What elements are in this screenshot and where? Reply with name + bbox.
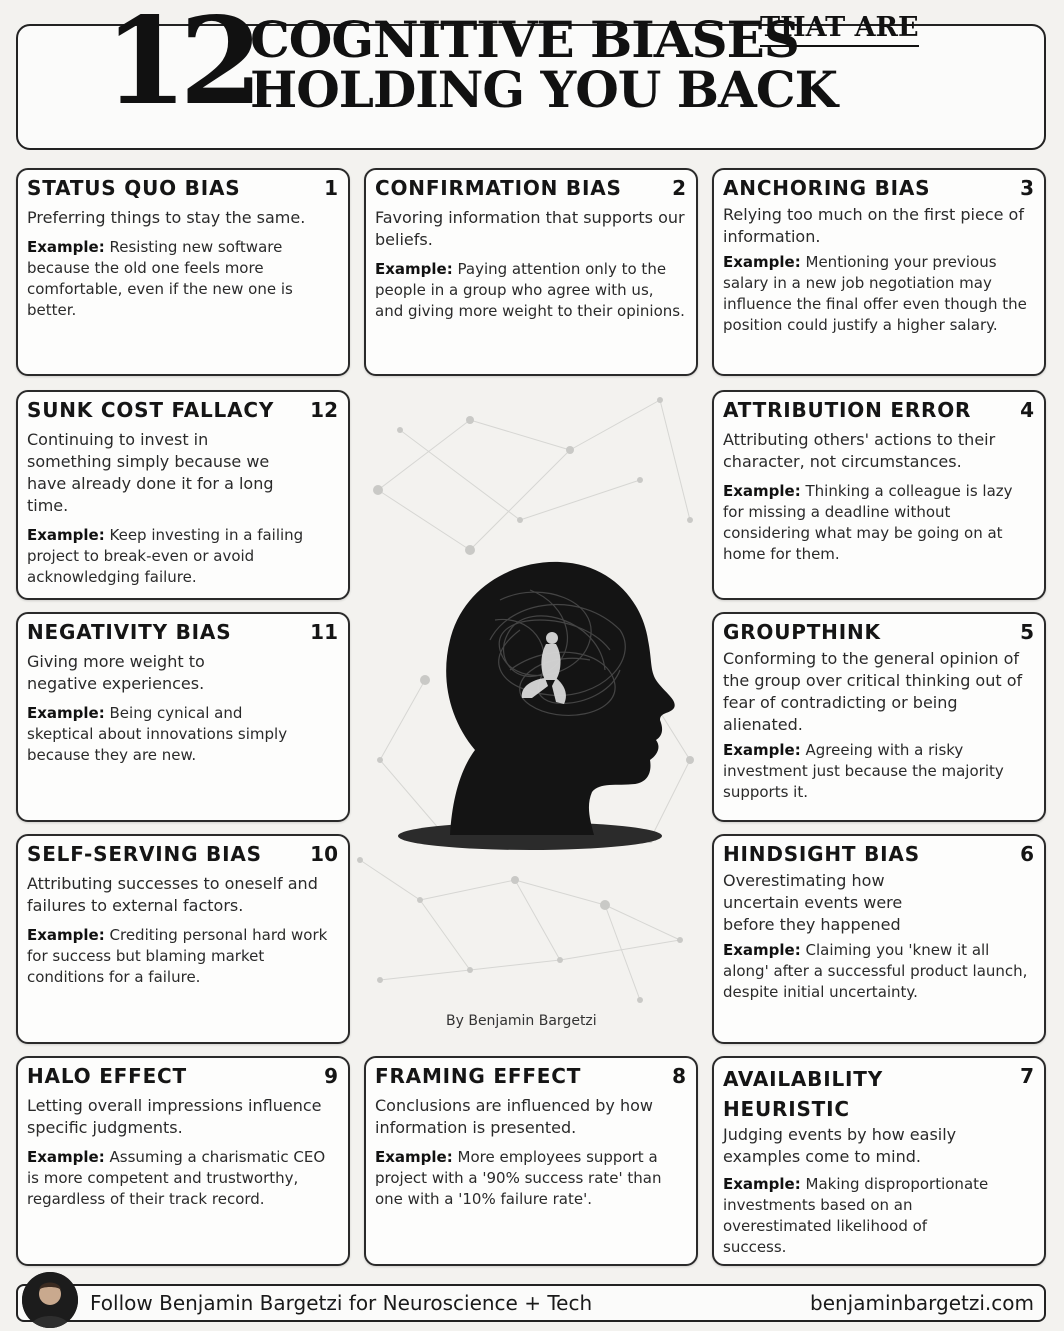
title-that-are: THAT ARE <box>760 12 919 47</box>
example-text: Mentioning your previous salary in a new job negotiation may influence the final offer even though the position could justify a higher salary. <box>723 253 1027 334</box>
example-label: Example: <box>27 1148 105 1166</box>
card-example <box>27 1147 338 1210</box>
card-example <box>723 1174 1034 1258</box>
card-title: STATUS QUO BIAS <box>27 176 241 200</box>
bias-card-halo-effect <box>16 1056 350 1266</box>
example-label: Example: <box>375 260 453 278</box>
card-description: Attributing successes to oneself and failures to external factors. <box>27 874 318 915</box>
example-text: Thinking a colleague is lazy for missing a deadline without considering what may be going on at home for them. <box>723 482 1013 563</box>
example-text: Paying attention only to the people in a group who agree with us, and giving more weight to their opinions. <box>375 260 685 320</box>
bias-card-hindsight <box>712 834 1046 1044</box>
card-description: Favoring information that supports our beliefs. <box>375 208 685 249</box>
title-line-2: HOLDING YOU BACK <box>250 60 838 119</box>
example-label: Example: <box>27 926 105 944</box>
card-number: 12 <box>310 398 338 422</box>
example-label: Example: <box>27 526 105 544</box>
card-number: 5 <box>1020 620 1034 644</box>
example-text: Crediting personal hard work for success but blaming market conditions for a failure. <box>27 926 328 986</box>
head-silhouette-illustration <box>380 520 680 860</box>
card-title: HINDSIGHT BIAS <box>723 842 920 866</box>
card-example <box>27 237 338 321</box>
card-example <box>27 703 338 766</box>
example-text: Assuming a charismatic CEO is more competent and trustworthy, regardless of their track record. <box>27 1148 326 1208</box>
bias-card-status-quo <box>16 168 350 376</box>
bias-card-attribution-error <box>712 390 1046 600</box>
card-description: Letting overall impressions influence specific judgments. <box>27 1096 322 1137</box>
bias-card-sunk-cost <box>16 390 350 600</box>
card-number: 4 <box>1020 398 1034 422</box>
card-number: 6 <box>1020 842 1034 866</box>
title-line-1: COGNITIVE BIASES <box>250 10 799 69</box>
card-example <box>375 259 686 322</box>
author-byline: By Benjamin Bargetzi <box>446 1013 597 1029</box>
bias-card-self-serving <box>16 834 350 1044</box>
bias-card-anchoring <box>712 168 1046 376</box>
card-title: ANCHORING BIAS <box>723 176 931 200</box>
card-title: CONFIRMATION BIAS <box>375 176 622 200</box>
example-text: Agreeing with a risky investment just because the majority supports it. <box>723 741 1004 801</box>
bias-card-groupthink <box>712 612 1046 822</box>
bias-card-availability-heuristic <box>712 1056 1046 1266</box>
example-text: Making disproportionate investments based on an overestimated likelihood of success. <box>723 1175 989 1256</box>
example-label: Example: <box>27 704 105 722</box>
card-title: FRAMING EFFECT <box>375 1064 582 1088</box>
card-example <box>375 1147 686 1210</box>
card-title: SUNK COST FALLACY <box>27 398 275 422</box>
card-description: Preferring things to stay the same. <box>27 208 306 227</box>
example-label: Example: <box>723 482 801 500</box>
card-number: 8 <box>672 1064 686 1088</box>
card-description: Conforming to the general opinion of the group over critical thinking out of fear of contradicting or being alienated. <box>723 649 1023 734</box>
card-description: Continuing to invest in something simply because we have already done it for a long time. <box>27 430 274 515</box>
example-text: Keep investing in a failing project to break-even or avoid acknowledging failure. <box>27 526 304 586</box>
example-label: Example: <box>723 1175 801 1193</box>
card-example <box>27 525 338 588</box>
card-title: SELF-SERVING BIAS <box>27 842 262 866</box>
avatar <box>22 1272 78 1328</box>
person-portrait-icon <box>22 1272 78 1328</box>
card-title: AVAILABILITY HEURISTIC <box>723 1067 883 1121</box>
card-example <box>723 740 1034 803</box>
card-title: HALO EFFECT <box>27 1064 187 1088</box>
card-number: 7 <box>1020 1064 1034 1088</box>
example-label: Example: <box>375 1148 453 1166</box>
bias-card-negativity <box>16 612 350 822</box>
title-number: 12 <box>104 0 255 132</box>
card-description: Relying too much on the first piece of information. <box>723 205 1024 246</box>
card-number: 10 <box>310 842 338 866</box>
follow-text: Follow Benjamin Bargetzi for Neuroscience + Tech <box>90 1291 593 1315</box>
card-number: 3 <box>1020 176 1034 200</box>
example-label: Example: <box>723 941 801 959</box>
website-link[interactable]: benjaminbargetzi.com <box>810 1291 1034 1315</box>
card-example <box>27 925 338 988</box>
card-title: NEGATIVITY BIAS <box>27 620 232 644</box>
bias-card-confirmation <box>364 168 698 376</box>
card-description: Judging events by how easily examples come to mind. <box>723 1125 957 1166</box>
card-description: Attributing others' actions to their character, not circumstances. <box>723 430 996 471</box>
example-text: Being cynical and skeptical about innovations simply because they are new. <box>27 704 288 764</box>
example-text: Resisting new software because the old one feels more comfortable, even if the new one is better. <box>27 238 293 319</box>
card-number: 1 <box>324 176 338 200</box>
bias-card-framing-effect <box>364 1056 698 1266</box>
card-description: Overestimating how uncertain events were before they happened <box>723 871 903 934</box>
example-text: More employees support a project with a '90% success rate' than one with a '10% failure rate'. <box>375 1148 662 1208</box>
example-label: Example: <box>723 741 801 759</box>
card-description: Giving more weight to negative experiences. <box>27 652 205 693</box>
card-description: Conclusions are influenced by how information is presented. <box>375 1096 653 1137</box>
card-title: GROUPTHINK <box>723 620 881 644</box>
card-example <box>723 481 1034 565</box>
card-number: 9 <box>324 1064 338 1088</box>
card-title: ATTRIBUTION ERROR <box>723 398 972 422</box>
example-label: Example: <box>27 238 105 256</box>
example-text: Claiming you 'knew it all along' after a successful product launch, despite initial uncertainty. <box>723 941 1028 1001</box>
card-number: 11 <box>310 620 338 644</box>
example-label: Example: <box>723 253 801 271</box>
card-number: 2 <box>672 176 686 200</box>
card-example <box>723 940 1034 1003</box>
card-example <box>723 252 1034 336</box>
